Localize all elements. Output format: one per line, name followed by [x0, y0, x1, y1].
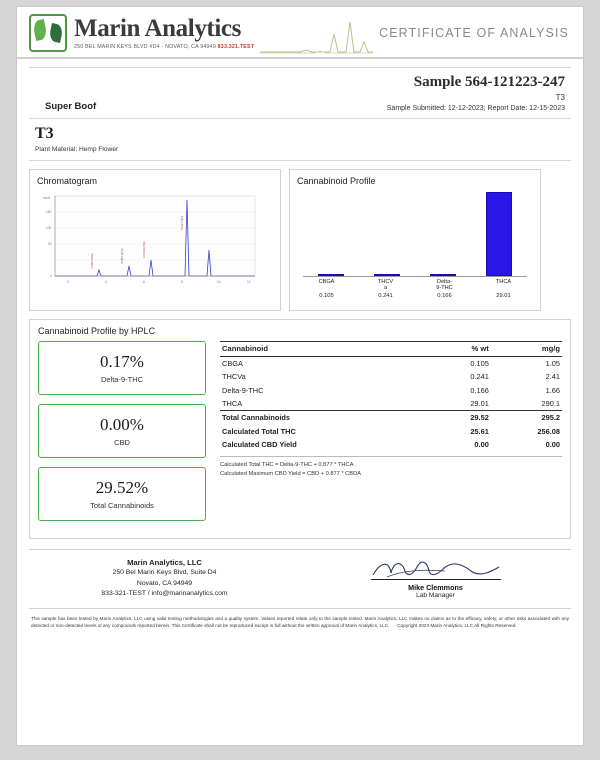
table-row-total: [220, 411, 562, 425]
cannabinoid-bar-labels: [297, 279, 533, 292]
svg-text:5.122 THCA: 5.122 THCA: [181, 215, 184, 230]
product-name: T3: [35, 125, 54, 142]
calc-cbd-name: Calculated CBD Yield: [222, 440, 297, 450]
disclaimer-text: [31, 615, 569, 629]
bar-cbga: [318, 274, 344, 276]
svg-text:8: 8: [181, 279, 183, 284]
certificate-title: CERTIFICATE OF ANALYSIS: [379, 26, 569, 40]
svg-text:150: 150: [46, 209, 52, 214]
document-header: [17, 7, 583, 59]
charts-row: [29, 169, 571, 311]
potency-box-cbd: [38, 404, 206, 458]
calc-cbd-wt: 0.00: [474, 440, 489, 450]
row-mgg: 290.1: [541, 398, 560, 408]
lab-contact-line: 833-321-TEST / info@marinanalytics.com: [101, 590, 228, 598]
signature-image: [300, 557, 571, 579]
svg-text:50: 50: [48, 241, 52, 246]
col-percent-wt: % wt: [431, 341, 491, 356]
svg-text:3.079 D9-THC: 3.079 D9-THC: [143, 240, 146, 258]
bar-label-delta9thc: Delta- 9-THC: [436, 278, 453, 292]
calc-thc-wt: 25.61: [470, 426, 489, 436]
lab-address-line1: 250 Bel Marin Keys Blvd, Suite D4: [112, 569, 217, 577]
disclaimer-copyright: Copyright 2023 Marin Analytics, LLC All Rights Reserved.: [397, 623, 517, 628]
row-name: CBGA: [222, 358, 243, 368]
sample-band: [29, 67, 571, 119]
potency-value-delta9thc: 0.17%: [100, 351, 144, 371]
row-wt: 29.01: [470, 398, 489, 408]
row-wt: 0.105: [470, 358, 489, 368]
bar-value-cbga: 0.105: [319, 293, 334, 300]
svg-text:100: 100: [46, 225, 52, 230]
bar-thcva: [374, 274, 400, 276]
formula-total-thc: Calculated Total THC = Delta-9-THC + 0.877 * THCA: [220, 462, 354, 469]
cannabinoid-bar-values: [297, 293, 533, 300]
chromatogram-title: Chromatogram: [37, 175, 98, 186]
potency-box-delta9thc: [38, 341, 206, 395]
cannabinoid-profile-panel: [289, 169, 541, 311]
total-wt: 29.52: [431, 411, 491, 425]
cannabinoid-bars: [303, 190, 527, 276]
disclaimer-main: This sample has been tested by Marin Analytics, LLC using valid testing methodologies and a quality system. Values reported relate only to the sample tested. Marin Analytics, LLC makes no claims as to the efficacy, safety, or other risks associated with any detected or non-detected levels of any compounds reported herein. This Certificate shall not be reproduced except in full without the written approval of Marin Analytics, LLC.: [31, 615, 569, 628]
total-name: Total Cannabinoids: [220, 411, 431, 425]
signature-block: [300, 557, 571, 599]
table-row: [220, 383, 562, 396]
row-name: Delta-9-THC: [222, 385, 264, 395]
chromatogram-panel: [29, 169, 281, 311]
col-mg-per-g: mg/g: [491, 341, 562, 356]
coa-document: [16, 6, 584, 746]
bar-value-thca: 29.01: [496, 293, 511, 300]
row-wt: 0.166: [470, 385, 489, 395]
potency-box-total: [38, 467, 206, 521]
sample-batch: T3: [555, 93, 565, 102]
potency-value-cbd: 0.00%: [100, 414, 144, 434]
table-row-calc-cbd: [220, 438, 562, 451]
formula-notes: [220, 456, 562, 478]
svg-text:12: 12: [247, 279, 251, 284]
calc-cbd-mgg: 0.00: [545, 440, 560, 450]
calc-thc-mgg: 256.08: [537, 426, 560, 436]
table-row-calc-thc: [220, 424, 562, 437]
chromatogram-plot: [37, 190, 273, 300]
calc-thc-name: Calculated Total THC: [222, 426, 296, 436]
svg-text:1.843 CBGA: 1.843 CBGA: [91, 253, 94, 268]
svg-text:10: 10: [217, 279, 221, 284]
row-wt: 0.241: [470, 372, 489, 382]
potency-value-total: 29.52%: [95, 477, 149, 497]
bar-value-delta9thc: 0.166: [437, 293, 452, 300]
document-footer: [29, 549, 571, 609]
table-header-row: [220, 341, 562, 356]
svg-text:2.186 THCVa: 2.186 THCVa: [121, 248, 124, 264]
row-mgg: 1.05: [545, 358, 560, 368]
hplc-section: [29, 319, 571, 539]
hplc-title: Cannabinoid Profile by HPLC: [38, 325, 156, 336]
row-mgg: 2.41: [545, 372, 560, 382]
signer-name: Mike Clemmons: [408, 582, 463, 592]
lab-address-line2: Novato, CA 94949: [136, 579, 193, 587]
header-chromatogram-decoration: [260, 12, 373, 54]
lab-contact-block: [29, 557, 300, 600]
strain-name: Super Boof: [45, 101, 97, 112]
potency-label-total: Total Cannabinoids: [90, 500, 154, 510]
col-cannabinoid: Cannabinoid: [220, 341, 431, 356]
bar-label-thca: THCA: [495, 278, 512, 285]
leaf-logo-icon: [29, 14, 67, 52]
cannabinoid-profile-title: Cannabinoid Profile: [297, 175, 376, 186]
sample-dates: Sample Submitted: 12-12-2023; Report Date: 12-15-2023: [386, 105, 565, 112]
product-band: [29, 119, 571, 161]
brand-block: [74, 16, 254, 50]
brand-name: Marin Analytics: [74, 15, 241, 42]
product-matrix: Plant Material: Hemp Flower: [35, 145, 119, 153]
bar-label-cbga: CBGA: [318, 278, 335, 285]
bar-delta9thc: [430, 274, 456, 276]
bar-thca: [486, 192, 512, 276]
potency-label-cbd: CBD: [114, 437, 130, 447]
formula-cbd-yield: Calculated Maximum CBD Yield = CBD + 0.877 * CBDA: [220, 470, 361, 477]
potency-highlights: [38, 341, 206, 530]
svg-text:mAU: mAU: [43, 195, 51, 200]
potency-label-delta9thc: Delta-9-THC: [100, 374, 144, 384]
row-mgg: 1.66: [545, 385, 560, 395]
sample-id: Sample 564-121223-247: [413, 74, 565, 90]
brand-address: 250 BEL MARIN KEYS BLVD #D4 - NOVATO, CA 94949: [74, 44, 216, 50]
row-name: THCVa: [222, 372, 246, 382]
table-row: [220, 397, 562, 411]
table-row: [220, 356, 562, 370]
svg-text:4: 4: [105, 279, 107, 284]
cannabinoid-profile-plot: [303, 190, 527, 277]
bar-value-thcva: 0.241: [378, 293, 393, 300]
svg-text:0: 0: [50, 273, 52, 278]
brand-phone: 833.321.TEST: [217, 44, 255, 50]
total-mgg: 295.2: [491, 411, 562, 425]
svg-text:2: 2: [67, 279, 69, 284]
row-name: THCA: [222, 398, 243, 408]
cannabinoid-table: [220, 341, 562, 452]
cannabinoid-table-wrap: [220, 341, 562, 530]
lab-company-name: Marin Analytics, LLC: [127, 557, 202, 567]
brand-subtitle: [74, 44, 254, 50]
table-row: [220, 370, 562, 383]
svg-text:6: 6: [143, 279, 145, 284]
signer-role: Lab Manager: [416, 591, 455, 599]
bar-label-thcva: THCV a: [377, 278, 394, 292]
